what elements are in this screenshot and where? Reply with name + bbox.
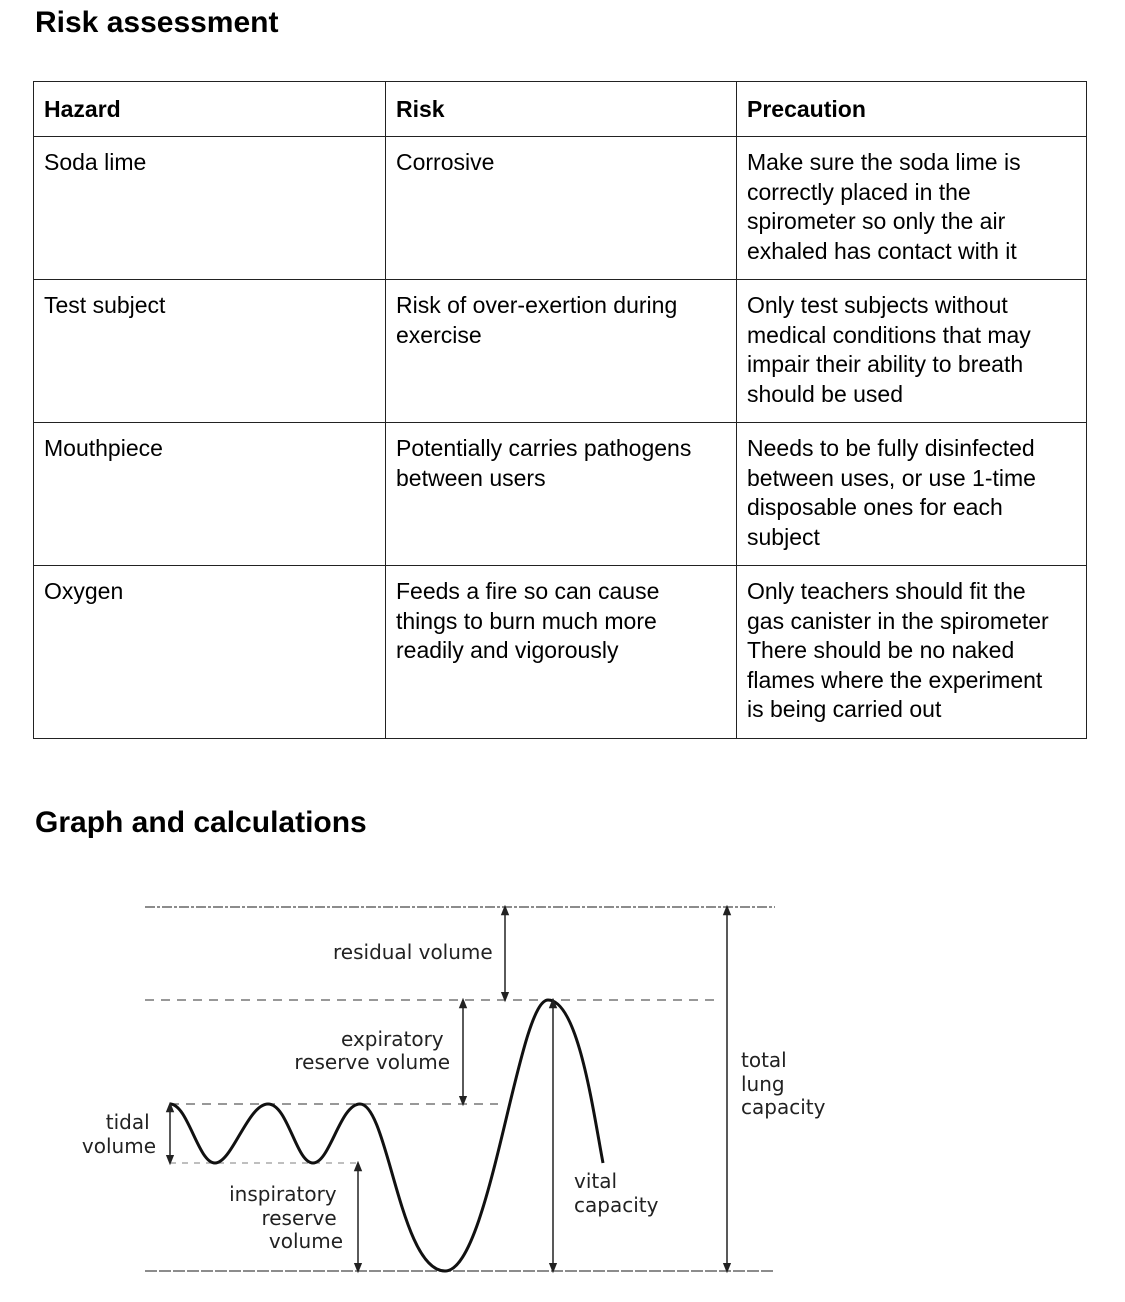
- table-row: [34, 137, 1087, 280]
- precaution-line: correctly placed in the: [747, 178, 971, 205]
- precaution-line: impair their ability to breath: [747, 351, 1024, 377]
- risk-line: Corrosive: [396, 149, 495, 175]
- header-hazard: Hazard: [34, 82, 386, 137]
- risk-line: between users: [396, 464, 546, 491]
- precaution-cell: [737, 423, 1087, 566]
- risk-assessment-table: [33, 81, 1087, 739]
- table-header-row: [34, 82, 1087, 137]
- precaution-cell: [737, 280, 1087, 423]
- risk-cell: [386, 566, 737, 739]
- precaution-line: is being carried out: [747, 696, 942, 722]
- risk-line: Risk of over-exertion during: [396, 292, 678, 318]
- hazard-cell: Oxygen: [34, 566, 386, 739]
- precaution-line: disposable ones for each: [747, 494, 1003, 520]
- residual-volume-label: residual volume: [333, 940, 493, 964]
- table-row: [34, 566, 1087, 739]
- precaution-line: Needs to be fully disinfected: [747, 435, 1035, 461]
- expiratory-reserve-label: expiratory reserve volume: [294, 1027, 450, 1074]
- hazard-cell: Mouthpiece: [34, 423, 386, 566]
- inspiratory-reserve-label: inspiratory reserve volume: [229, 1182, 343, 1253]
- precaution-line: subject: [747, 523, 820, 550]
- vital-capacity-label: vital capacity: [574, 1169, 659, 1217]
- risk-cell: [386, 280, 737, 423]
- header-precaution: Precaution: [737, 82, 1087, 137]
- precaution-line: between uses, or use 1-time: [747, 464, 1036, 491]
- tidal-volume-label: tidal volume: [81, 1110, 156, 1158]
- table-row: [34, 280, 1087, 423]
- risk-line: exercise: [396, 321, 482, 348]
- precaution-line: gas canister in the spirometer: [747, 607, 1049, 634]
- precaution-line: medical conditions that may: [747, 321, 1031, 348]
- risk-line: readily and vigorously: [396, 637, 619, 663]
- risk-line: things to burn much more: [396, 607, 657, 634]
- header-risk: Risk: [386, 82, 737, 137]
- risk-assessment-heading: Risk assessment: [35, 6, 279, 39]
- total-lung-capacity-label: total lung capacity: [741, 1048, 826, 1119]
- precaution-line: should be used: [747, 380, 904, 407]
- hazard-cell: Soda lime: [34, 137, 386, 280]
- precaution-line: Make sure the soda lime is: [747, 149, 1021, 175]
- risk-cell: [386, 137, 737, 280]
- table-row: [34, 423, 1087, 566]
- precaution-line: exhaled has contact with it: [747, 237, 1017, 264]
- hazard-cell: Test subject: [34, 280, 386, 423]
- precaution-line: There should be no naked: [747, 637, 1015, 663]
- risk-line: Feeds a fire so can cause: [396, 578, 660, 604]
- precaution-line: spirometer so only the air: [747, 208, 1006, 234]
- precaution-line: Only test subjects without: [747, 292, 1008, 318]
- risk-line: Potentially carries pathogens: [396, 435, 692, 461]
- precaution-cell: [737, 137, 1087, 280]
- precaution-line: Only teachers should fit the: [747, 578, 1026, 604]
- risk-cell: [386, 423, 737, 566]
- precaution-line: flames where the experiment: [747, 666, 1043, 693]
- graph-calculations-heading: Graph and calculations: [35, 806, 367, 839]
- precaution-cell: [737, 566, 1087, 739]
- lung-volumes-diagram: [70, 870, 850, 1290]
